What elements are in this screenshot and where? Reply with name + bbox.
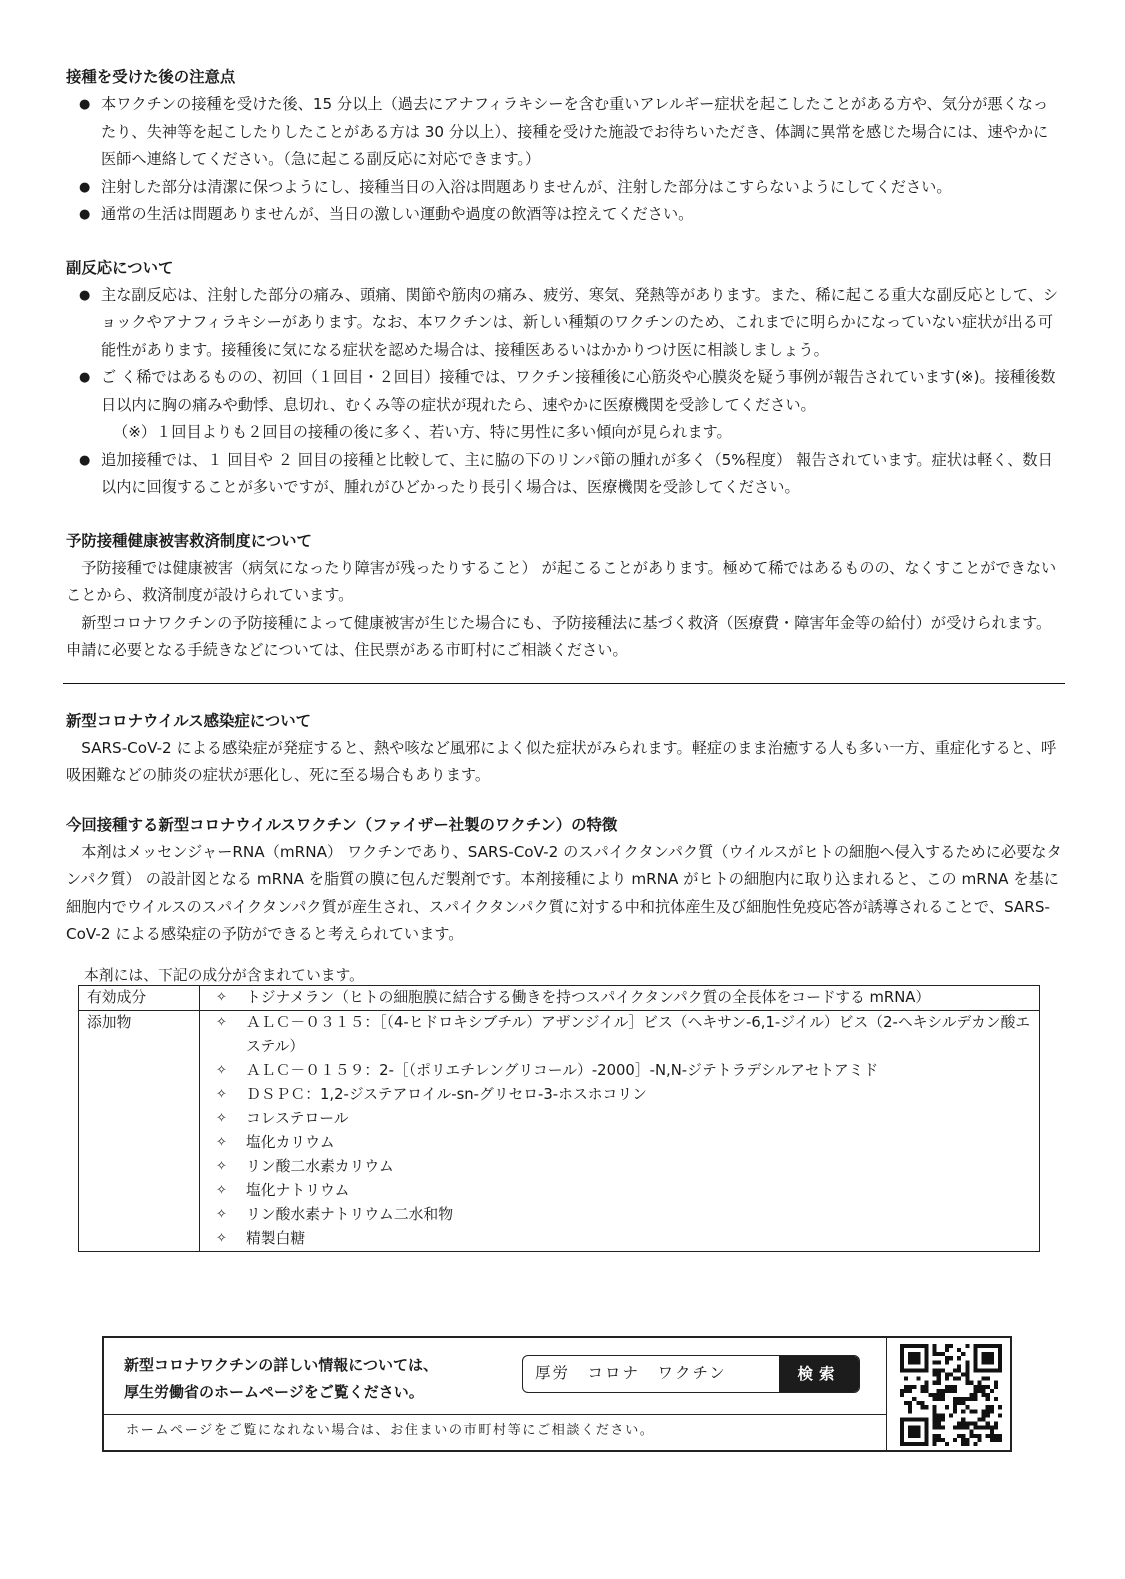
section-relief-system: [66, 528, 1062, 665]
table-header-cell: 有効成分: [79, 985, 200, 1010]
paragraph: SARS-CoV-2 による感染症が発症すると、熱や咳など風邪によく似た症状がみられます。軽症のまま治癒する人も多い一方、重症化すると、呼吸困難などの肺炎の症状が悪化し、死に至る場合もあります。: [66, 738, 1057, 784]
info-text: [124, 1352, 509, 1406]
bullet-list: [66, 91, 1062, 229]
search-box[interactable]: [522, 1355, 860, 1393]
section-after-vaccination: [66, 64, 1062, 229]
list-item: ✧ リン酸水素ナトリウム二水和物: [208, 1203, 1031, 1227]
section-title: 予防接種健康被害救済制度について: [66, 531, 312, 550]
paragraph: 新型コロナワクチンの予防接種によって健康被害が生じた場合にも、予防接種法に基づく救済（医療費・障害年金等の給付）が受けられます。申請に必要となる手続きなどについては、住民票がある市町村にご相談ください。: [66, 613, 1052, 659]
info-vertical-divider: [886, 1338, 887, 1450]
list-item-text: ご く稀ではあるものの、初回（１回目・２回目）接種では、ワクチン接種後に心筋炎や心膜炎を疑う事例が報告されています(※)。接種後数日以内に胸の痛みや動悸、息切れ、むくみ等の症状が現れたら、速やかに医療機関を受診してください。: [101, 368, 1056, 414]
section-divider: [63, 683, 1065, 684]
table-cell: [200, 1010, 1040, 1251]
section-title: 接種を受けた後の注意点: [66, 68, 236, 86]
section-title: 副反応について: [66, 258, 174, 277]
list-item: ✧ ＡＬＣ－０１５９：2-［（ポリエチレングリコール）-2000］-N,N-ジテトラデシルアセトアミド: [208, 1059, 1031, 1083]
info-line: 新型コロナワクチンの詳しい情報については、: [124, 1356, 438, 1374]
info-footer: ホームページをご覧になれない場合は、お住まいの市町村等にご相談ください。: [126, 1423, 655, 1438]
search-query[interactable]: 厚労 コロナ ワクチン: [535, 1364, 727, 1382]
info-divider: [104, 1414, 886, 1415]
table-row: [79, 1010, 1040, 1251]
info-box: [102, 1336, 1012, 1452]
list-item: ✧ ＡＬＣ－０３１５：［（4-ヒドロキシブチル）アザンジイル］ビス（ヘキサン-6,1-ジイル）ビス（2-ヘキシルデカン酸エステル）: [208, 1011, 1031, 1059]
table-header-cell: 添加物: [79, 1010, 200, 1251]
list-item: ✧ 塩化カリウム: [208, 1131, 1031, 1155]
list-item: ● 追加接種では、１ 回目や ２ 回目の接種と比較して、主に脇の下のリンパ節の腫れが多く（5%程度） 報告されています。症状は軽く、数日以内に回復することが多いですが、腫れがひどかったり長引く場合は、医療機関を受診してください。: [66, 447, 1062, 502]
section-title: 新型コロナウイルス感染症について: [66, 711, 312, 730]
footnote: （※）１回目よりも２回目の接種の後に多く、若い方、特に男性に多い傾向が見られます。: [113, 423, 732, 441]
list-item: ✧ リン酸二水素カリウム: [208, 1155, 1031, 1179]
bullet-list: [66, 282, 1062, 502]
paragraph: 本剤はメッセンジャーRNA（mRNA） ワクチンであり、SARS-CoV-2 のスパイクタンパク質（ウイルスがヒトの細胞へ侵入するために必要なタンパク質） の設計図となる mRNA を脂質の膜に包んだ製剤です。本剤接種により mRNA がヒトの細胞内に取り込まれると、この mRNA を基に細胞内でウイルスのスパイクタンパク質が産生され、スパイクタンパク質に対する中和抗体産生及び細胞性免疫応答が誘導されることで、SARS-CoV-2 による感染症の予防ができると考えられています。: [66, 842, 1062, 943]
list-item: ✧ トジナメラン（ヒトの細胞膜に結合する働きを持つスパイクタンパク質の全長体をコードする mRNA）: [208, 986, 1031, 1010]
search-button[interactable]: 検索: [779, 1356, 859, 1392]
section-title: 今回接種する新型コロナウイルスワクチン（ファイザー社製のワクチン）の特徴: [66, 815, 618, 834]
info-line: 厚生労働省のホームページをご覧ください。: [124, 1383, 424, 1401]
list-item: ✧ 精製白糖: [208, 1227, 1031, 1251]
section-covid: [66, 708, 1062, 790]
list-item: ● 本ワクチンの接種を受けた後、15 分以上（過去にアナフィラキシーを含む重いアレルギー症状を起こしたことがある方や、気分が悪くなったり、失神等を起こしたりしたことがある方は 30 分以上）、接種を受けた施設でお待ちいただき、体調に異常を感じた場合には、速やかに医師へ連絡してください。（急に起こる副反応に対応できます。）: [66, 91, 1062, 174]
list-item: ✧ コレステロール: [208, 1107, 1031, 1131]
list-item: ✧ ＤＳＰＣ：1,2-ジステアロイル-sn-グリセロ-3-ホスホコリン: [208, 1083, 1031, 1107]
list-item: ● 注射した部分は清潔に保つようにし、接種当日の入浴は問題ありませんが、注射した部分はこすらないようにしてください。: [66, 174, 1062, 202]
qr-code-icon[interactable]: [900, 1344, 1002, 1446]
list-item: ● 通常の生活は問題ありませんが、当日の激しい運動や過度の飲酒等は控えてください。: [66, 201, 1062, 229]
ingredients-intro: 本剤には、下記の成分が含まれています。: [84, 966, 364, 984]
list-item: ✧ 塩化ナトリウム: [208, 1179, 1031, 1203]
table-row: [79, 985, 1040, 1010]
ingredients-table: [78, 985, 1040, 1252]
list-item: ● 主な副反応は、注射した部分の痛み、頭痛、関節や筋肉の痛み、疲労、寒気、発熱等があります。また、稀に起こる重大な副反応として、ショックやアナフィラキシーがあります。なお、本ワクチンは、新しい種類のワクチンのため、これまでに明らかになっていない症状が出る可能性があります。接種後に気になる症状を認めた場合は、接種医あるいはかかりつけ医に相談しましょう。: [66, 282, 1062, 365]
document-body: [66, 64, 1062, 1252]
section-vaccine-features: [66, 812, 1062, 1252]
list-item: [66, 364, 1062, 447]
paragraph: 予防接種では健康被害（病気になったり障害が残ったりすること） が起こることがあります。極めて稀ではあるものの、なくすことができないことから、救済制度が設けられています。: [66, 558, 1057, 604]
table-cell: [200, 985, 1040, 1010]
section-side-effects: [66, 255, 1062, 502]
